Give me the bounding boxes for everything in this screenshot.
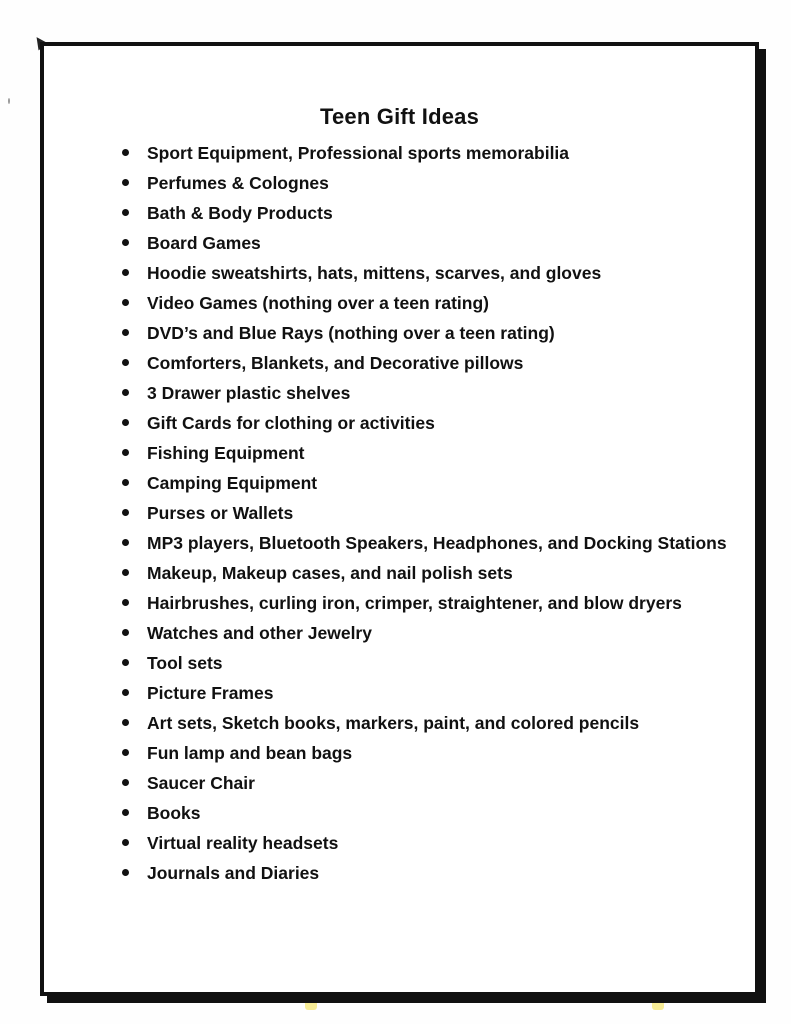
list-item-text: Art sets, Sketch books, markers, paint, and colored pencils: [147, 713, 640, 733]
bullet-icon: [122, 629, 129, 636]
list-item: [119, 830, 729, 856]
list-item: [119, 140, 729, 166]
list-item-text: Hairbrushes, curling iron, crimper, straightener, and blow dryers: [147, 593, 682, 613]
gift-list: [119, 140, 729, 890]
bullet-icon: [122, 599, 129, 606]
list-item: [119, 260, 729, 286]
list-item: [119, 680, 729, 706]
list-item-text: MP3 players, Bluetooth Speakers, Headphones, and Docking Stations: [147, 533, 727, 553]
bullet-icon: [122, 719, 129, 726]
scan-mark: [305, 1000, 317, 1010]
bullet-icon: [122, 749, 129, 756]
bullet-icon: [122, 779, 129, 786]
scan-speck: [8, 98, 10, 104]
list-item: [119, 410, 729, 436]
list-item-text: Fun lamp and bean bags: [147, 743, 353, 763]
list-item: [119, 740, 729, 766]
list-item-text: Purses or Wallets: [147, 503, 294, 523]
list-item: [119, 350, 729, 376]
bullet-icon: [122, 569, 129, 576]
list-item-text: Makeup, Makeup cases, and nail polish sets: [147, 563, 513, 583]
bullet-icon: [122, 239, 129, 246]
list-item: [119, 800, 729, 826]
list-item-text: DVD’s and Blue Rays (nothing over a teen rating): [147, 323, 555, 343]
list-item-text: Books: [147, 803, 201, 823]
list-item: [119, 650, 729, 676]
page-frame: [40, 42, 759, 996]
list-item-text: Board Games: [147, 233, 261, 253]
bullet-icon: [122, 299, 129, 306]
bullet-icon: [122, 269, 129, 276]
list-item-text: Video Games (nothing over a teen rating): [147, 293, 489, 313]
bullet-icon: [122, 659, 129, 666]
list-item: [119, 320, 729, 346]
bullet-icon: [122, 179, 129, 186]
bullet-icon: [122, 389, 129, 396]
list-item-text: Sport Equipment, Professional sports memorabilia: [147, 143, 570, 163]
list-item: [119, 440, 729, 466]
list-item: [119, 860, 729, 886]
list-item-text: Virtual reality headsets: [147, 833, 339, 853]
bullet-icon: [122, 509, 129, 516]
list-item-text: Camping Equipment: [147, 473, 318, 493]
bullet-icon: [122, 419, 129, 426]
list-item-text: 3 Drawer plastic shelves: [147, 383, 351, 403]
bullet-icon: [122, 809, 129, 816]
bullet-icon: [122, 539, 129, 546]
list-item: [119, 470, 729, 496]
list-item: [119, 560, 729, 586]
bullet-icon: [122, 869, 129, 876]
bullet-icon: [122, 689, 129, 696]
list-item-text: Comforters, Blankets, and Decorative pillows: [147, 353, 524, 373]
bullet-icon: [122, 329, 129, 336]
list-item: [119, 200, 729, 226]
page-title: Teen Gift Ideas: [319, 104, 480, 129]
bullet-icon: [122, 359, 129, 366]
list-item: [119, 770, 729, 796]
bullet-icon: [122, 449, 129, 456]
list-item-text: Saucer Chair: [147, 773, 255, 793]
list-item: [119, 170, 729, 196]
list-item: [119, 710, 729, 736]
list-item: [119, 290, 729, 316]
bullet-icon: [122, 149, 129, 156]
list-item-text: Picture Frames: [147, 683, 274, 703]
list-item-text: Hoodie sweatshirts, hats, mittens, scarves, and gloves: [147, 263, 602, 283]
list-item-text: Tool sets: [147, 653, 223, 673]
list-item-text: Bath & Body Products: [147, 203, 333, 223]
list-item: [119, 530, 729, 556]
list-item: [119, 230, 729, 256]
list-item-text: Watches and other Jewelry: [147, 623, 372, 643]
list-item-text: Fishing Equipment: [147, 443, 305, 463]
list-item: [119, 380, 729, 406]
list-item-text: Journals and Diaries: [147, 863, 320, 883]
bullet-icon: [122, 839, 129, 846]
bullet-icon: [122, 479, 129, 486]
list-item: [119, 620, 729, 646]
list-item: [119, 500, 729, 526]
scan-mark: [652, 1000, 664, 1010]
list-item: [119, 590, 729, 616]
list-item-text: Perfumes & Colognes: [147, 173, 329, 193]
list-item-text: Gift Cards for clothing or activities: [147, 413, 435, 433]
bullet-icon: [122, 209, 129, 216]
